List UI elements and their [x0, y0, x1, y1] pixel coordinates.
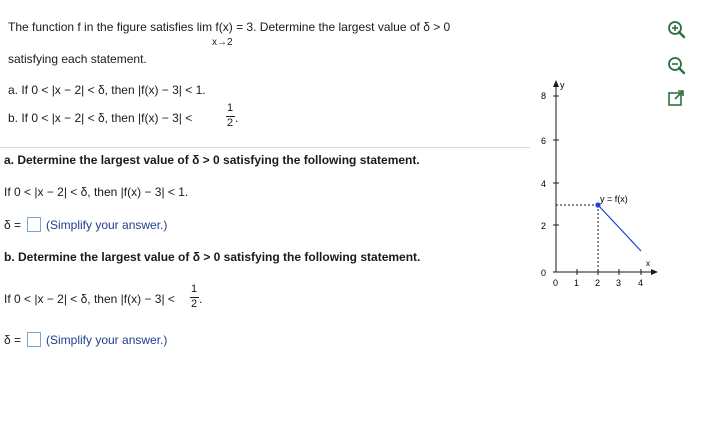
x-tick-label: 4 [638, 278, 644, 288]
fraction-numerator: 1 [226, 102, 234, 114]
part-b-fraction-dot: . [199, 292, 203, 306]
popout-icon [666, 88, 686, 108]
function-graph [538, 78, 668, 293]
part-b-heading: b. Determine the largest value of δ > 0 satisfying the following statement. [4, 250, 421, 264]
y-tick-label: 4 [541, 179, 547, 189]
x-axis-arrow [651, 269, 658, 275]
question-intro: The function f in the figure satisfies lim f(x) = 3. Determine the largest value of δ > 0 [8, 20, 451, 34]
x-tick-label: 3 [616, 278, 622, 288]
zoom-out-button[interactable] [666, 56, 686, 76]
fraction-denominator: 2 [226, 117, 234, 129]
section-divider [0, 147, 530, 148]
y-tick-label: 2 [541, 221, 547, 231]
x-axis-label: x [646, 259, 650, 268]
zoom-in-button[interactable] [666, 20, 686, 40]
part-a-hint: (Simplify your answer.) [46, 218, 168, 232]
part-b-fraction-numerator: 1 [190, 283, 198, 295]
part-b-statement: If 0 < |x − 2| < δ, then |f(x) − 3| < [4, 292, 175, 306]
part-b-answer-label: δ = [4, 333, 22, 347]
part-b-hint: (Simplify your answer.) [46, 333, 168, 347]
function-line [598, 205, 641, 251]
part-a-answer-label: δ = [4, 218, 22, 232]
x-tick-label: 0 [553, 278, 559, 288]
y-axis-arrow [553, 80, 559, 87]
popout-button[interactable] [666, 88, 686, 108]
fraction-dot: . [235, 111, 239, 125]
zoom-out-icon [666, 56, 686, 76]
limit-subscript: x→2 [212, 37, 233, 48]
x-tick-label: 1 [574, 278, 580, 288]
statement-a: a. If 0 < |x − 2| < δ, then |f(x) − 3| < 1. [8, 83, 206, 97]
zoom-in-icon [666, 20, 686, 40]
part-a-answer-input[interactable] [27, 217, 41, 232]
y-tick-label: 8 [541, 91, 547, 101]
question-intro-cont: satisfying each statement. [8, 52, 147, 66]
x-tick-label: 2 [595, 278, 601, 288]
part-b-fraction-denominator: 2 [190, 298, 198, 310]
part-a-statement: If 0 < |x − 2| < δ, then |f(x) − 3| < 1. [4, 185, 189, 199]
y-tick-label: 0 [541, 268, 547, 278]
y-tick-label: 6 [541, 136, 547, 146]
part-a-heading: a. Determine the largest value of δ > 0 satisfying the following statement. [4, 153, 420, 167]
y-axis-label: y [560, 80, 565, 90]
part-b-answer-input[interactable] [27, 332, 41, 347]
curve-label: y = f(x) [600, 194, 628, 204]
statement-b: b. If 0 < |x − 2| < δ, then |f(x) − 3| < [8, 111, 193, 125]
